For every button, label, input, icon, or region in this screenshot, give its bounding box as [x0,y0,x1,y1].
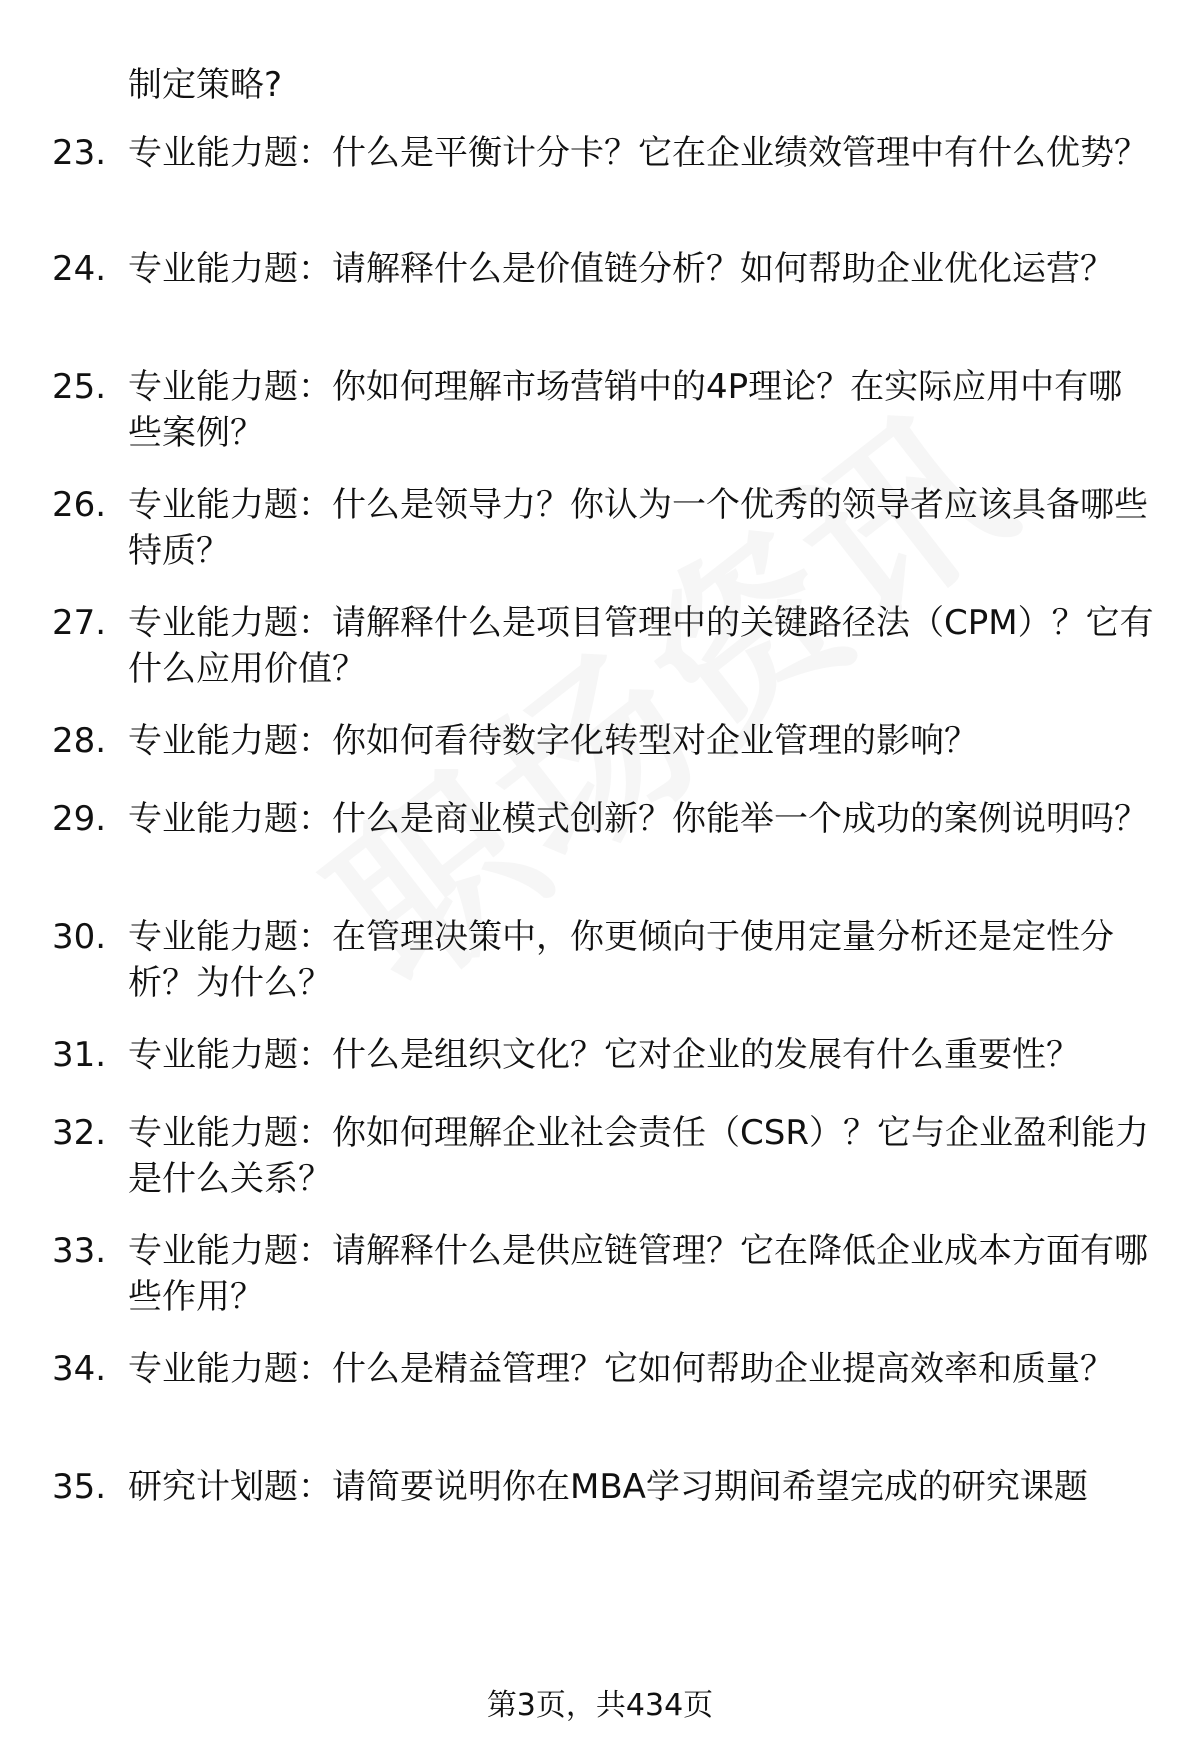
item-number: 23. [52,133,107,173]
item-number: 35. [52,1467,107,1507]
item-text: 专业能力题：你如何理解市场营销中的4P理论？在实际应用中有哪些案例？ [128,367,1123,453]
item-text: 专业能力题：请解释什么是项目管理中的关键路径法（CPM）？它有什么应用价值？ [128,603,1154,689]
item-text: 研究计划题：请简要说明你在MBA学习期间希望完成的研究课题 [128,1467,1088,1507]
continuation-text: 制定策略? [128,65,283,105]
item-number: 34. [52,1349,107,1389]
item-number: 28. [52,721,107,761]
item-text: 专业能力题：在管理决策中，你更倾向于使用定量分析还是定性分析？为什么？ [128,917,1114,1003]
item-number: 26. [52,485,107,525]
item-text: 专业能力题：请解释什么是价值链分析？如何帮助企业优化运营？ [128,249,1114,289]
item-text: 专业能力题：请解释什么是供应链管理？它在降低企业成本方面有哪些作用？ [128,1231,1148,1317]
page-number-footer: 第3页，共434页 [486,1688,714,1723]
item-text: 专业能力题：什么是组织文化？它对企业的发展有什么重要性？ [128,1035,1080,1075]
item-number: 30. [52,917,107,957]
item-text: 专业能力题：什么是领导力？你认为一个优秀的领导者应该具备哪些特质？ [128,485,1148,571]
item-number: 27. [52,603,107,643]
item-number: 24. [52,249,107,289]
item-text: 专业能力题：什么是平衡计分卡？它在企业绩效管理中有什么优势？ [128,133,1148,173]
item-number: 31. [52,1035,107,1075]
item-number: 25. [52,367,107,407]
item-number: 29. [52,799,107,839]
item-number: 32. [52,1113,107,1153]
item-text: 专业能力题：什么是精益管理？它如何帮助企业提高效率和质量？ [128,1349,1114,1389]
item-text: 专业能力题：你如何看待数字化转型对企业管理的影响？ [128,721,978,761]
item-number: 33. [52,1231,107,1271]
item-text: 专业能力题：你如何理解企业社会责任（CSR）？它与企业盈利能力是什么关系？ [128,1113,1149,1199]
item-text: 专业能力题：什么是商业模式创新？你能举一个成功的案例说明吗？ [128,799,1148,839]
